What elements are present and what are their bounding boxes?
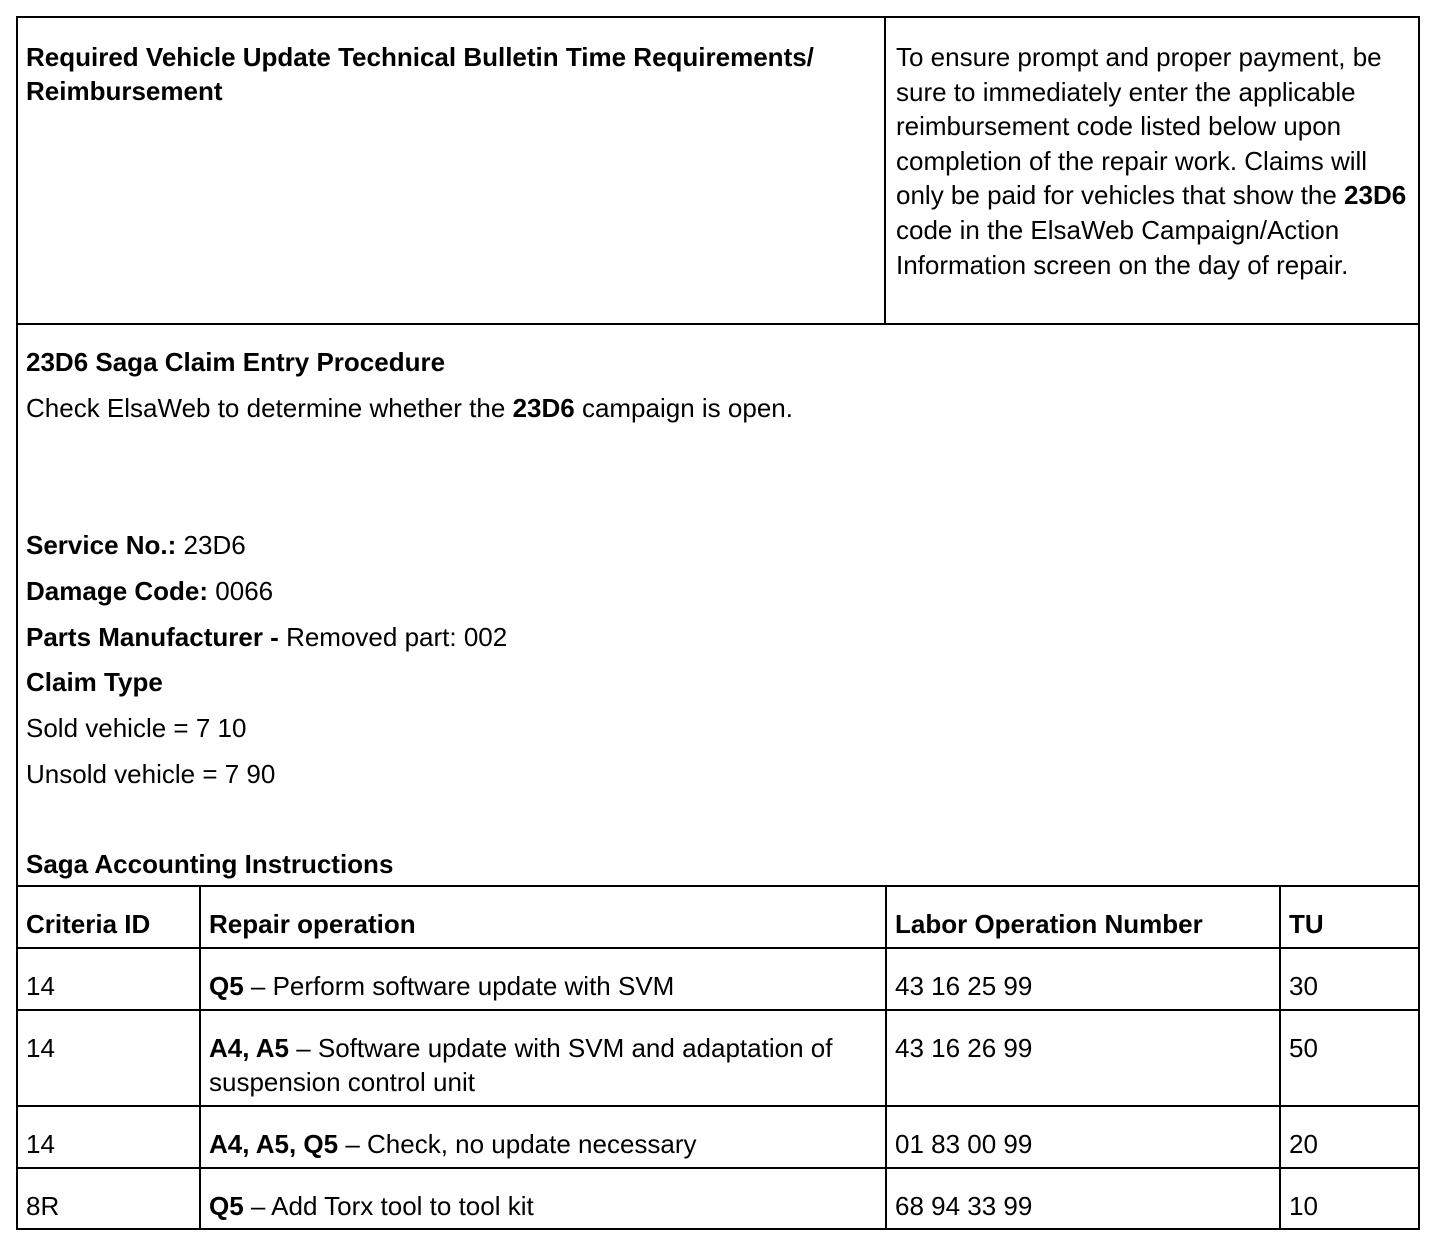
note-text-2: code in the ElsaWeb Campaign/Action Information screen on the day of repair. xyxy=(896,214,1349,280)
labor-operation-number: 43 16 26 99 xyxy=(886,1010,1280,1106)
check-elsaweb-text xyxy=(26,393,793,423)
header-labor-operation-number: Labor Operation Number xyxy=(886,886,1280,948)
operation-text: – Software update with SVM and adaptation of suspension control unit xyxy=(209,1033,833,1097)
repair-operation xyxy=(200,1010,886,1106)
labor-operation-number: 43 16 25 99 xyxy=(886,948,1280,1010)
parts-label: Parts Manufacturer - xyxy=(26,622,279,652)
criteria-id: 14 xyxy=(18,1106,200,1168)
check-text-2: campaign is open. xyxy=(574,393,793,423)
repair-operation xyxy=(200,948,886,1010)
requirements-heading: Required Vehicle Update Technical Bulletin Time Requirements/ Reimbursement xyxy=(26,42,814,106)
damage-label: Damage Code: xyxy=(26,576,209,606)
damage-code xyxy=(26,576,273,606)
table-row xyxy=(18,948,1418,1010)
table-row xyxy=(18,1168,1418,1230)
operation-text: – Perform software update with SVM xyxy=(243,971,675,1001)
service-value: 23D6 xyxy=(176,530,246,560)
damage-value: 0066 xyxy=(208,576,274,606)
operation-text: – Check, no update necessary xyxy=(338,1129,697,1159)
requirements-row xyxy=(18,18,1418,325)
labor-operation-number: 68 94 33 99 xyxy=(886,1168,1280,1230)
parts-value: Removed part: 002 xyxy=(278,622,508,652)
procedure-title: 23D6 Saga Claim Entry Procedure xyxy=(26,347,446,377)
unsold-vehicle: Unsold vehicle = 7 90 xyxy=(26,759,276,789)
check-text-1: Check ElsaWeb to determine whether the xyxy=(26,393,513,423)
claim-type-label: Claim Type xyxy=(26,667,163,697)
header-repair-operation: Repair operation xyxy=(200,886,886,948)
header-tu: TU xyxy=(1280,886,1418,948)
service-number xyxy=(26,530,246,560)
bulletin-document xyxy=(16,16,1420,1230)
operation-text: – Add Torx tool to tool kit xyxy=(243,1191,534,1221)
header-criteria-id: Criteria ID xyxy=(18,886,200,948)
accounting-table xyxy=(18,885,1418,1230)
time-units: 50 xyxy=(1280,1010,1418,1106)
reimbursement-note-cell xyxy=(888,18,1418,323)
time-units: 20 xyxy=(1280,1106,1418,1168)
criteria-id: 8R xyxy=(18,1168,200,1230)
check-code: 23D6 xyxy=(512,393,575,423)
time-units: 30 xyxy=(1280,948,1418,1010)
note-text-1: To ensure prompt and proper payment, be sure to immediately enter the applicable reimbursement code listed below upon completion of the repair work. Claims will only be paid for vehicles that show the xyxy=(896,42,1382,211)
models: Q5 xyxy=(209,1191,244,1221)
requirements-heading-cell xyxy=(18,18,886,323)
accounting-title: Saga Accounting Instructions xyxy=(26,849,394,879)
service-label: Service No.: xyxy=(26,530,177,560)
repair-operation xyxy=(200,1168,886,1230)
criteria-id: 14 xyxy=(18,1010,200,1106)
claim-entry-procedure xyxy=(18,325,1418,887)
time-units: 10 xyxy=(1280,1168,1418,1230)
note-code: 23D6 xyxy=(1344,180,1407,211)
sold-vehicle: Sold vehicle = 7 10 xyxy=(26,713,247,743)
repair-operation xyxy=(200,1106,886,1168)
table-row xyxy=(18,1010,1418,1106)
criteria-id: 14 xyxy=(18,948,200,1010)
labor-operation-number: 01 83 00 99 xyxy=(886,1106,1280,1168)
parts-manufacturer xyxy=(26,622,507,652)
table-row xyxy=(18,1106,1418,1168)
models: Q5 xyxy=(209,971,244,1001)
models: A4, A5, Q5 xyxy=(209,1129,339,1159)
table-header-row xyxy=(18,886,1418,948)
models: A4, A5 xyxy=(209,1033,289,1063)
reimbursement-note xyxy=(896,40,1416,282)
